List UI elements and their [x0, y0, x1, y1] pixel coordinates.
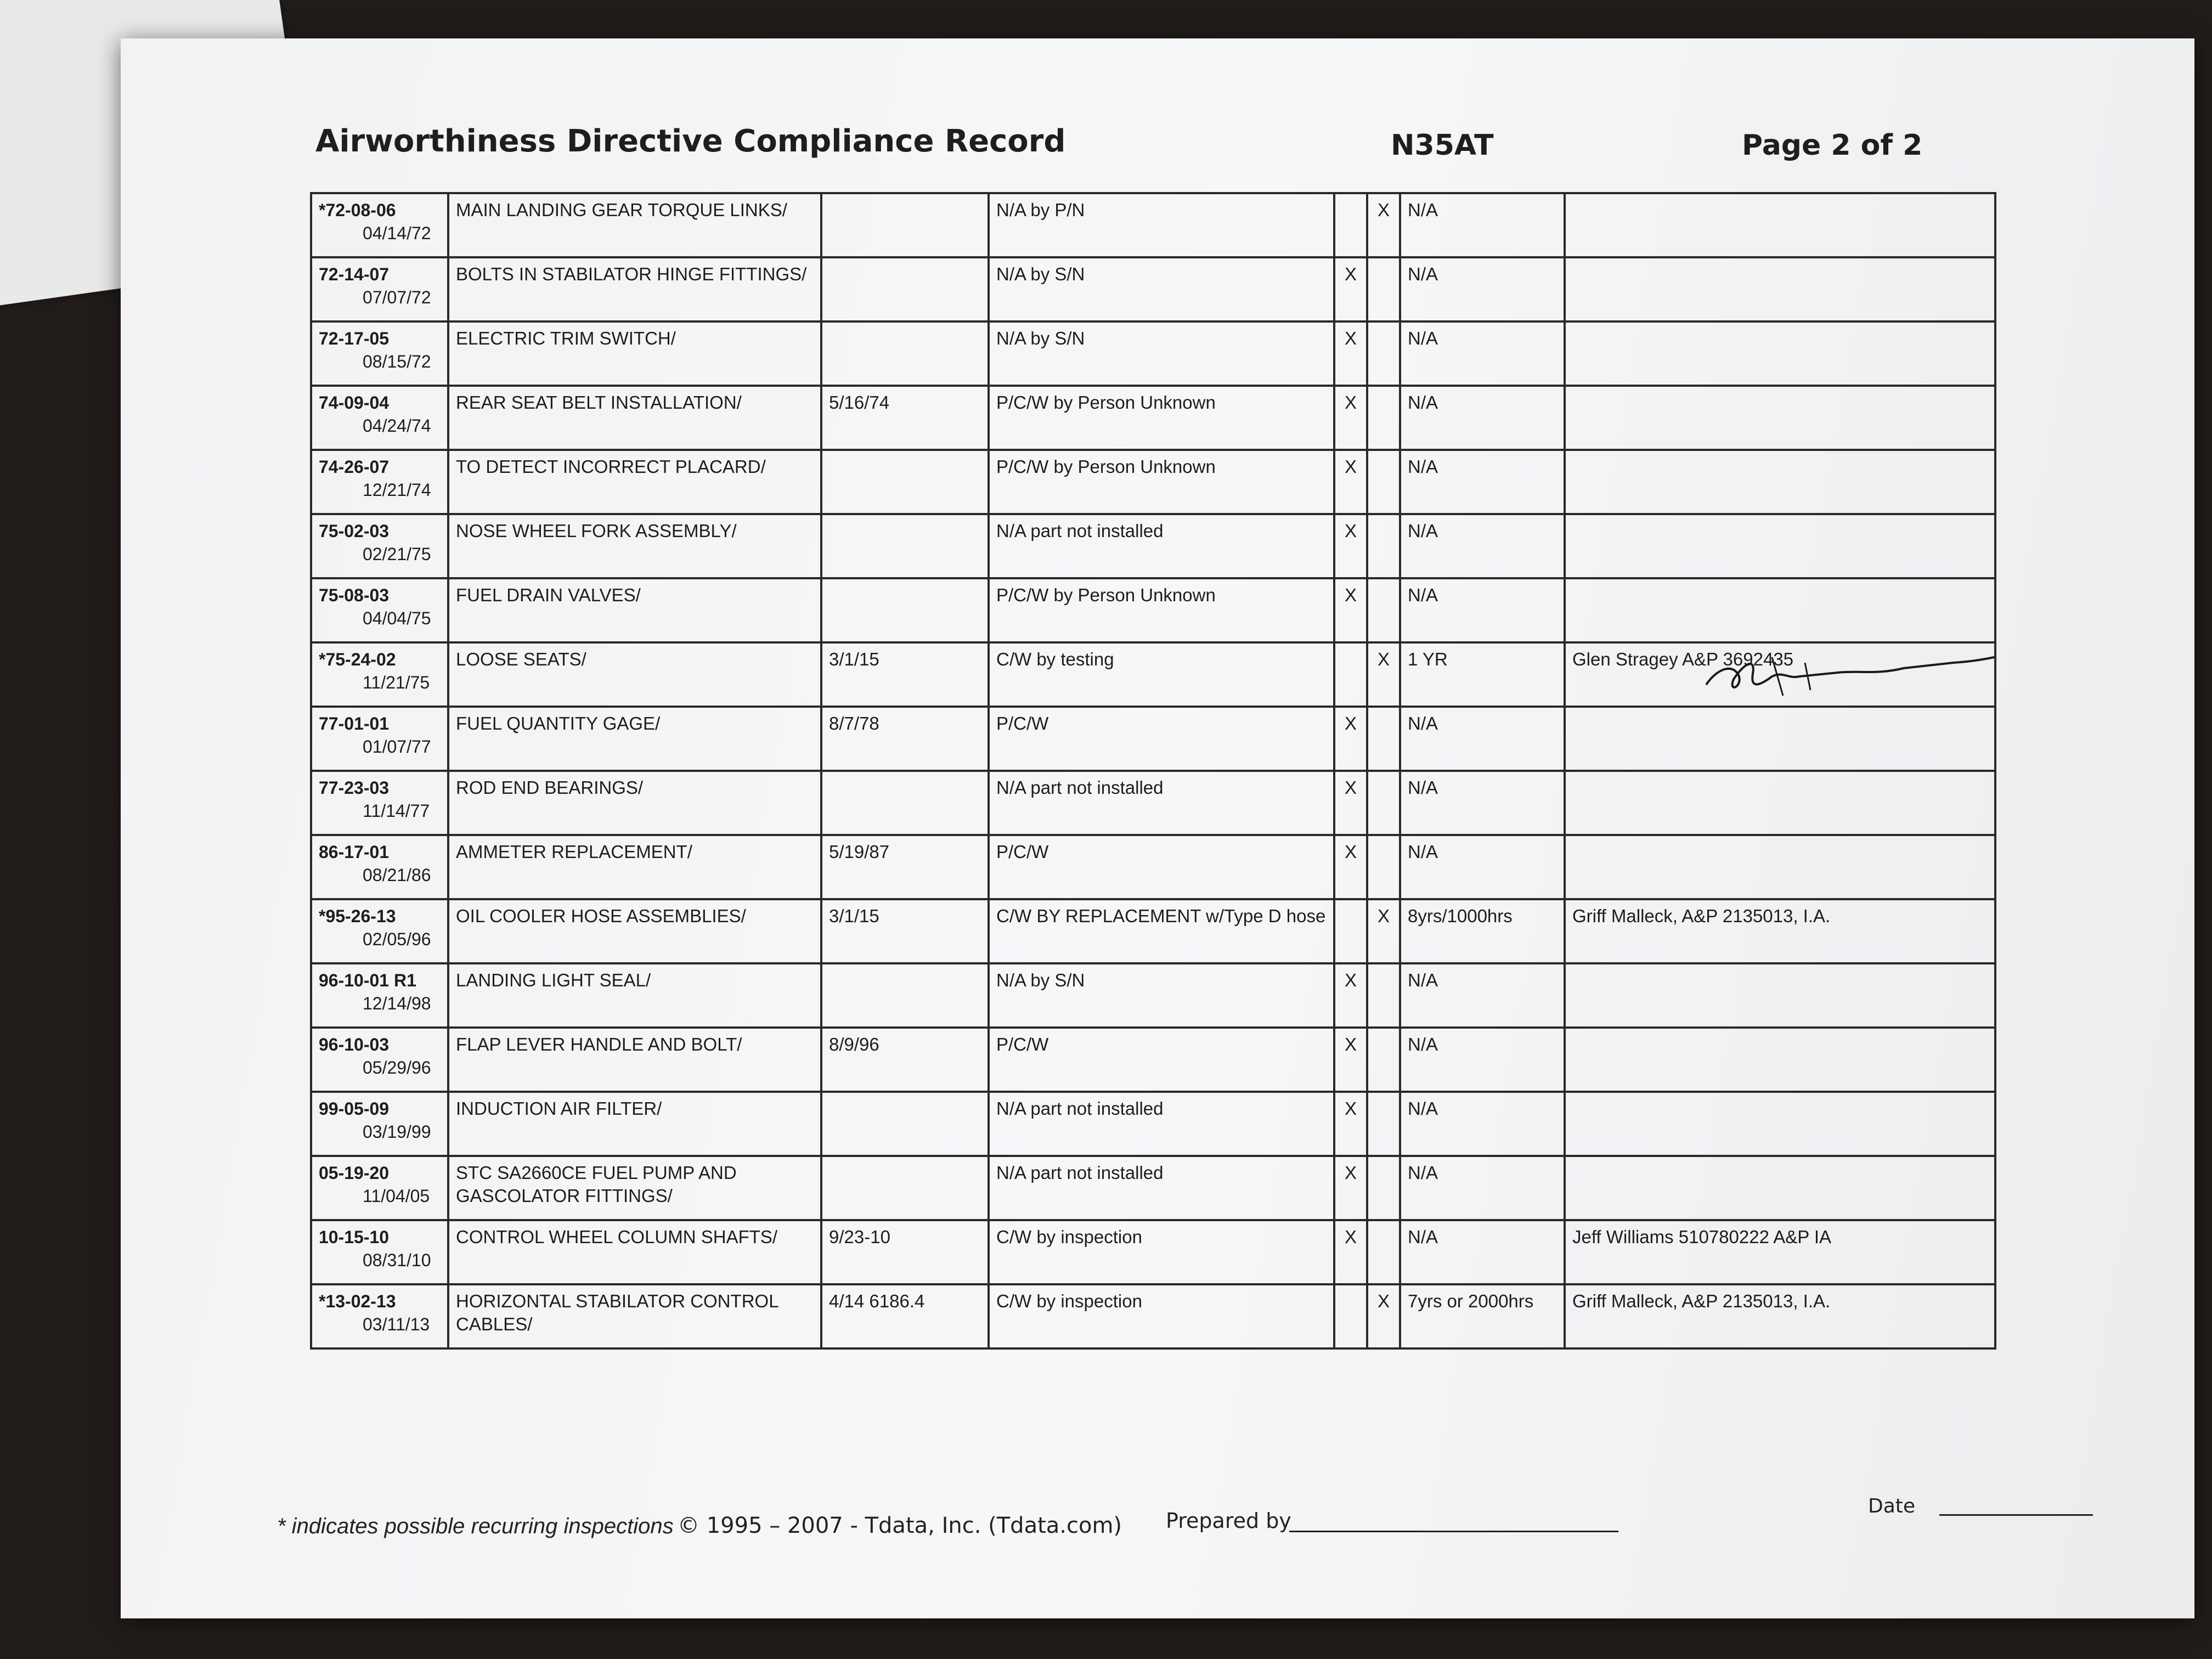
recurring-mark-cell	[1367, 321, 1400, 386]
ad-cell	[311, 1284, 448, 1348]
ad-date: 02/05/96	[363, 929, 431, 949]
ad-date: 01/07/77	[363, 737, 431, 757]
signature-cell	[1565, 193, 1995, 257]
ad-cell	[311, 835, 448, 899]
interval-cell: N/A	[1400, 386, 1565, 450]
ad-date: 03/19/99	[363, 1122, 431, 1142]
ad-number: 99-05-09	[319, 1099, 390, 1119]
one-time-mark-cell: X	[1334, 386, 1367, 450]
one-time-mark-cell: X	[1334, 578, 1367, 642]
method-cell: P/C/W	[989, 707, 1334, 771]
ad-number: 77-01-01	[319, 714, 390, 733]
ad-date: 04/04/75	[363, 608, 431, 628]
method-cell: N/A part not installed	[989, 1156, 1334, 1220]
signature-cell	[1565, 1092, 1995, 1156]
one-time-mark-cell: X	[1334, 1220, 1367, 1284]
compliance-date-cell: 5/16/74	[821, 386, 989, 450]
ad-cell	[311, 963, 448, 1028]
table-row	[311, 450, 1995, 514]
ad-cell	[311, 257, 448, 321]
interval-cell: N/A	[1400, 321, 1565, 386]
ad-date: 04/24/74	[363, 416, 431, 436]
ad-number: 72-14-07	[319, 264, 390, 284]
one-time-mark-cell: X	[1334, 835, 1367, 899]
table-row	[311, 514, 1995, 578]
ad-compliance-table	[310, 192, 1996, 1350]
one-time-mark-cell: X	[1334, 450, 1367, 514]
table-row	[311, 963, 1995, 1028]
method-cell: C/W by testing	[989, 642, 1334, 707]
ad-cell	[311, 642, 448, 707]
recurring-mark-cell	[1367, 835, 1400, 899]
one-time-mark-cell	[1334, 1284, 1367, 1348]
ad-date: 12/14/98	[363, 994, 431, 1013]
table-row	[311, 321, 1995, 386]
recurring-mark-cell: X	[1367, 899, 1400, 963]
ad-cell	[311, 321, 448, 386]
signature-cell: Jeff Williams 510780222 A&P IA	[1565, 1220, 1995, 1284]
interval-cell: N/A	[1400, 1220, 1565, 1284]
one-time-mark-cell	[1334, 193, 1367, 257]
recurring-mark-cell	[1367, 1092, 1400, 1156]
subject-cell: FUEL QUANTITY GAGE/	[448, 707, 821, 771]
ad-number: 96-10-01 R1	[319, 970, 416, 990]
recurring-mark-cell: X	[1367, 642, 1400, 707]
signature-cell	[1565, 450, 1995, 514]
ad-date: 07/07/72	[363, 287, 431, 307]
interval-cell: N/A	[1400, 963, 1565, 1028]
compliance-date-cell	[821, 450, 989, 514]
one-time-mark-cell: X	[1334, 514, 1367, 578]
recurring-mark-cell	[1367, 771, 1400, 835]
recurring-mark-cell	[1367, 386, 1400, 450]
recurring-mark-cell	[1367, 707, 1400, 771]
recurring-mark-cell	[1367, 1156, 1400, 1220]
method-cell: C/W BY REPLACEMENT w/Type D hose	[989, 899, 1334, 963]
compliance-date-cell: 5/19/87	[821, 835, 989, 899]
table-row	[311, 1220, 1995, 1284]
compliance-date-cell	[821, 257, 989, 321]
method-cell: N/A by P/N	[989, 193, 1334, 257]
one-time-mark-cell: X	[1334, 321, 1367, 386]
interval-cell: 1 YR	[1400, 642, 1565, 707]
method-cell: N/A by S/N	[989, 257, 1334, 321]
table-row	[311, 1028, 1995, 1092]
interval-cell: N/A	[1400, 1092, 1565, 1156]
subject-cell: FUEL DRAIN VALVES/	[448, 578, 821, 642]
ad-cell	[311, 386, 448, 450]
compliance-date-cell	[821, 514, 989, 578]
ad-cell	[311, 771, 448, 835]
method-cell: N/A part not installed	[989, 771, 1334, 835]
compliance-date-cell: 3/1/15	[821, 899, 989, 963]
one-time-mark-cell: X	[1334, 1156, 1367, 1220]
subject-cell: REAR SEAT BELT INSTALLATION/	[448, 386, 821, 450]
table-row	[311, 193, 1995, 257]
ad-number: *95-26-13	[319, 906, 396, 926]
ad-cell	[311, 450, 448, 514]
subject-cell: NOSE WHEEL FORK ASSEMBLY/	[448, 514, 821, 578]
ad-number: 10-15-10	[319, 1227, 390, 1247]
subject-cell: TO DETECT INCORRECT PLACARD/	[448, 450, 821, 514]
ad-cell	[311, 1220, 448, 1284]
ad-cell	[311, 1156, 448, 1220]
recurring-mark-cell: X	[1367, 193, 1400, 257]
ad-date: 11/04/05	[363, 1186, 430, 1206]
ad-number: 86-17-01	[319, 842, 390, 862]
subject-cell: LANDING LIGHT SEAL/	[448, 963, 821, 1028]
one-time-mark-cell: X	[1334, 771, 1367, 835]
ad-number: *72-08-06	[319, 200, 396, 220]
recurring-mark-cell	[1367, 1028, 1400, 1092]
ad-compliance-table-wrap	[310, 192, 1994, 1350]
subject-cell: BOLTS IN STABILATOR HINGE FITTINGS/	[448, 257, 821, 321]
interval-cell: N/A	[1400, 450, 1565, 514]
ad-cell	[311, 899, 448, 963]
copyright-notice: © 1995 – 2007 - Tdata, Inc. (Tdata.com)	[678, 1513, 1122, 1538]
ad-number: 05-19-20	[319, 1163, 390, 1183]
prepared-by-line	[1289, 1531, 1618, 1532]
ad-date: 08/31/10	[363, 1250, 431, 1270]
interval-cell: N/A	[1400, 835, 1565, 899]
subject-cell: LOOSE SEATS/	[448, 642, 821, 707]
signature-cell	[1565, 1028, 1995, 1092]
ad-number: 75-08-03	[319, 585, 390, 605]
method-cell: C/W by inspection	[989, 1220, 1334, 1284]
signature-cell: Griff Malleck, A&P 2135013, I.A.	[1565, 1284, 1995, 1348]
ad-cell	[311, 1092, 448, 1156]
date-line	[1939, 1514, 2093, 1516]
ad-number: 72-17-05	[319, 329, 390, 348]
one-time-mark-cell: X	[1334, 1092, 1367, 1156]
prepared-by-label: Prepared by	[1166, 1509, 1291, 1533]
one-time-mark-cell: X	[1334, 963, 1367, 1028]
compliance-date-cell: 8/7/78	[821, 707, 989, 771]
interval-cell: N/A	[1400, 1028, 1565, 1092]
table-row	[311, 1284, 1995, 1348]
method-cell: N/A by S/N	[989, 321, 1334, 386]
compliance-date-cell	[821, 578, 989, 642]
signature-cell	[1565, 963, 1995, 1028]
one-time-mark-cell: X	[1334, 257, 1367, 321]
page-indicator: Page 2 of 2	[1742, 129, 1923, 162]
compliance-date-cell	[821, 1156, 989, 1220]
table-row	[311, 386, 1995, 450]
subject-cell: STC SA2660CE FUEL PUMP AND GASCOLATOR FITTINGS/	[448, 1156, 821, 1220]
method-cell: P/C/W	[989, 835, 1334, 899]
compliance-date-cell	[821, 771, 989, 835]
interval-cell: N/A	[1400, 193, 1565, 257]
document-header	[315, 123, 2129, 189]
interval-cell: 7yrs or 2000hrs	[1400, 1284, 1565, 1348]
ad-cell	[311, 578, 448, 642]
subject-cell: AMMETER REPLACEMENT/	[448, 835, 821, 899]
signature-cell	[1565, 386, 1995, 450]
method-cell: C/W by inspection	[989, 1284, 1334, 1348]
ad-cell	[311, 514, 448, 578]
subject-cell: ROD END BEARINGS/	[448, 771, 821, 835]
ad-number: 75-02-03	[319, 521, 390, 541]
recurring-mark-cell	[1367, 514, 1400, 578]
ad-date: 02/21/75	[363, 544, 431, 564]
method-cell: P/C/W by Person Unknown	[989, 578, 1334, 642]
compliance-date-cell	[821, 963, 989, 1028]
one-time-mark-cell: X	[1334, 707, 1367, 771]
ad-number: 77-23-03	[319, 778, 390, 798]
table-row	[311, 257, 1995, 321]
aircraft-registration: N35AT	[1391, 129, 1494, 162]
signature-cell: Glen Stragey A&P 3692435	[1565, 642, 1995, 707]
interval-cell: N/A	[1400, 707, 1565, 771]
interval-cell: N/A	[1400, 514, 1565, 578]
ad-number: 74-09-04	[319, 393, 390, 413]
table-row	[311, 707, 1995, 771]
ad-cell	[311, 1028, 448, 1092]
ad-cell	[311, 193, 448, 257]
ad-cell	[311, 707, 448, 771]
signature-cell	[1565, 707, 1995, 771]
ad-table-body	[311, 193, 1995, 1348]
method-cell: P/C/W	[989, 1028, 1334, 1092]
ad-date: 08/15/72	[363, 352, 431, 371]
signature-cell	[1565, 257, 1995, 321]
ad-date: 05/29/96	[363, 1058, 431, 1077]
table-row	[311, 771, 1995, 835]
signature-cell	[1565, 771, 1995, 835]
compliance-date-cell	[821, 321, 989, 386]
ad-date: 03/11/13	[363, 1314, 430, 1334]
subject-cell: HORIZONTAL STABILATOR CONTROL CABLES/	[448, 1284, 821, 1348]
interval-cell: 8yrs/1000hrs	[1400, 899, 1565, 963]
subject-cell: FLAP LEVER HANDLE AND BOLT/	[448, 1028, 821, 1092]
subject-cell: INDUCTION AIR FILTER/	[448, 1092, 821, 1156]
method-cell: N/A by S/N	[989, 963, 1334, 1028]
signature-cell	[1565, 321, 1995, 386]
ad-date: 11/14/77	[363, 801, 430, 821]
ad-number: *13-02-13	[319, 1291, 396, 1311]
recurring-mark-cell	[1367, 257, 1400, 321]
method-cell: N/A part not installed	[989, 514, 1334, 578]
compliance-date-cell	[821, 1092, 989, 1156]
signature-cell	[1565, 514, 1995, 578]
table-row	[311, 1156, 1995, 1220]
ad-date: 11/21/75	[363, 673, 430, 692]
subject-cell: ELECTRIC TRIM SWITCH/	[448, 321, 821, 386]
subject-cell: OIL COOLER HOSE ASSEMBLIES/	[448, 899, 821, 963]
document-page	[121, 38, 2194, 1618]
one-time-mark-cell	[1334, 899, 1367, 963]
compliance-date-cell: 8/9/96	[821, 1028, 989, 1092]
subject-cell: CONTROL WHEEL COLUMN SHAFTS/	[448, 1220, 821, 1284]
one-time-mark-cell: X	[1334, 1028, 1367, 1092]
interval-cell: N/A	[1400, 1156, 1565, 1220]
date-label: Date	[1868, 1495, 1916, 1517]
signature-cell	[1565, 1156, 1995, 1220]
subject-cell: MAIN LANDING GEAR TORQUE LINKS/	[448, 193, 821, 257]
compliance-date-cell: 4/14 6186.4	[821, 1284, 989, 1348]
ad-date: 08/21/86	[363, 865, 431, 885]
signature-cell	[1565, 835, 1995, 899]
ad-date: 12/21/74	[363, 480, 431, 500]
interval-cell: N/A	[1400, 578, 1565, 642]
signature-cell: Griff Malleck, A&P 2135013, I.A.	[1565, 899, 1995, 963]
one-time-mark-cell	[1334, 642, 1367, 707]
compliance-date-cell	[821, 193, 989, 257]
compliance-date-cell: 3/1/15	[821, 642, 989, 707]
table-row	[311, 899, 1995, 963]
interval-cell: N/A	[1400, 771, 1565, 835]
table-row	[311, 578, 1995, 642]
recurring-mark-cell: X	[1367, 1284, 1400, 1348]
recurring-mark-cell	[1367, 578, 1400, 642]
recurring-footnote: * indicates possible recurring inspections	[277, 1514, 674, 1538]
table-row	[311, 835, 1995, 899]
method-cell: N/A part not installed	[989, 1092, 1334, 1156]
handwritten-signature	[1695, 646, 2002, 701]
recurring-mark-cell	[1367, 1220, 1400, 1284]
method-cell: P/C/W by Person Unknown	[989, 386, 1334, 450]
document-title: Airworthiness Directive Compliance Record	[315, 123, 1066, 159]
ad-number: 96-10-03	[319, 1035, 390, 1054]
document-footer	[277, 1495, 2142, 1558]
interval-cell: N/A	[1400, 257, 1565, 321]
method-cell: P/C/W by Person Unknown	[989, 450, 1334, 514]
table-row	[311, 1092, 1995, 1156]
recurring-mark-cell	[1367, 450, 1400, 514]
compliance-date-cell: 9/23-10	[821, 1220, 989, 1284]
signature-cell	[1565, 578, 1995, 642]
ad-number: 74-26-07	[319, 457, 390, 477]
ad-date: 04/14/72	[363, 223, 431, 243]
ad-number: *75-24-02	[319, 650, 396, 669]
recurring-mark-cell	[1367, 963, 1400, 1028]
